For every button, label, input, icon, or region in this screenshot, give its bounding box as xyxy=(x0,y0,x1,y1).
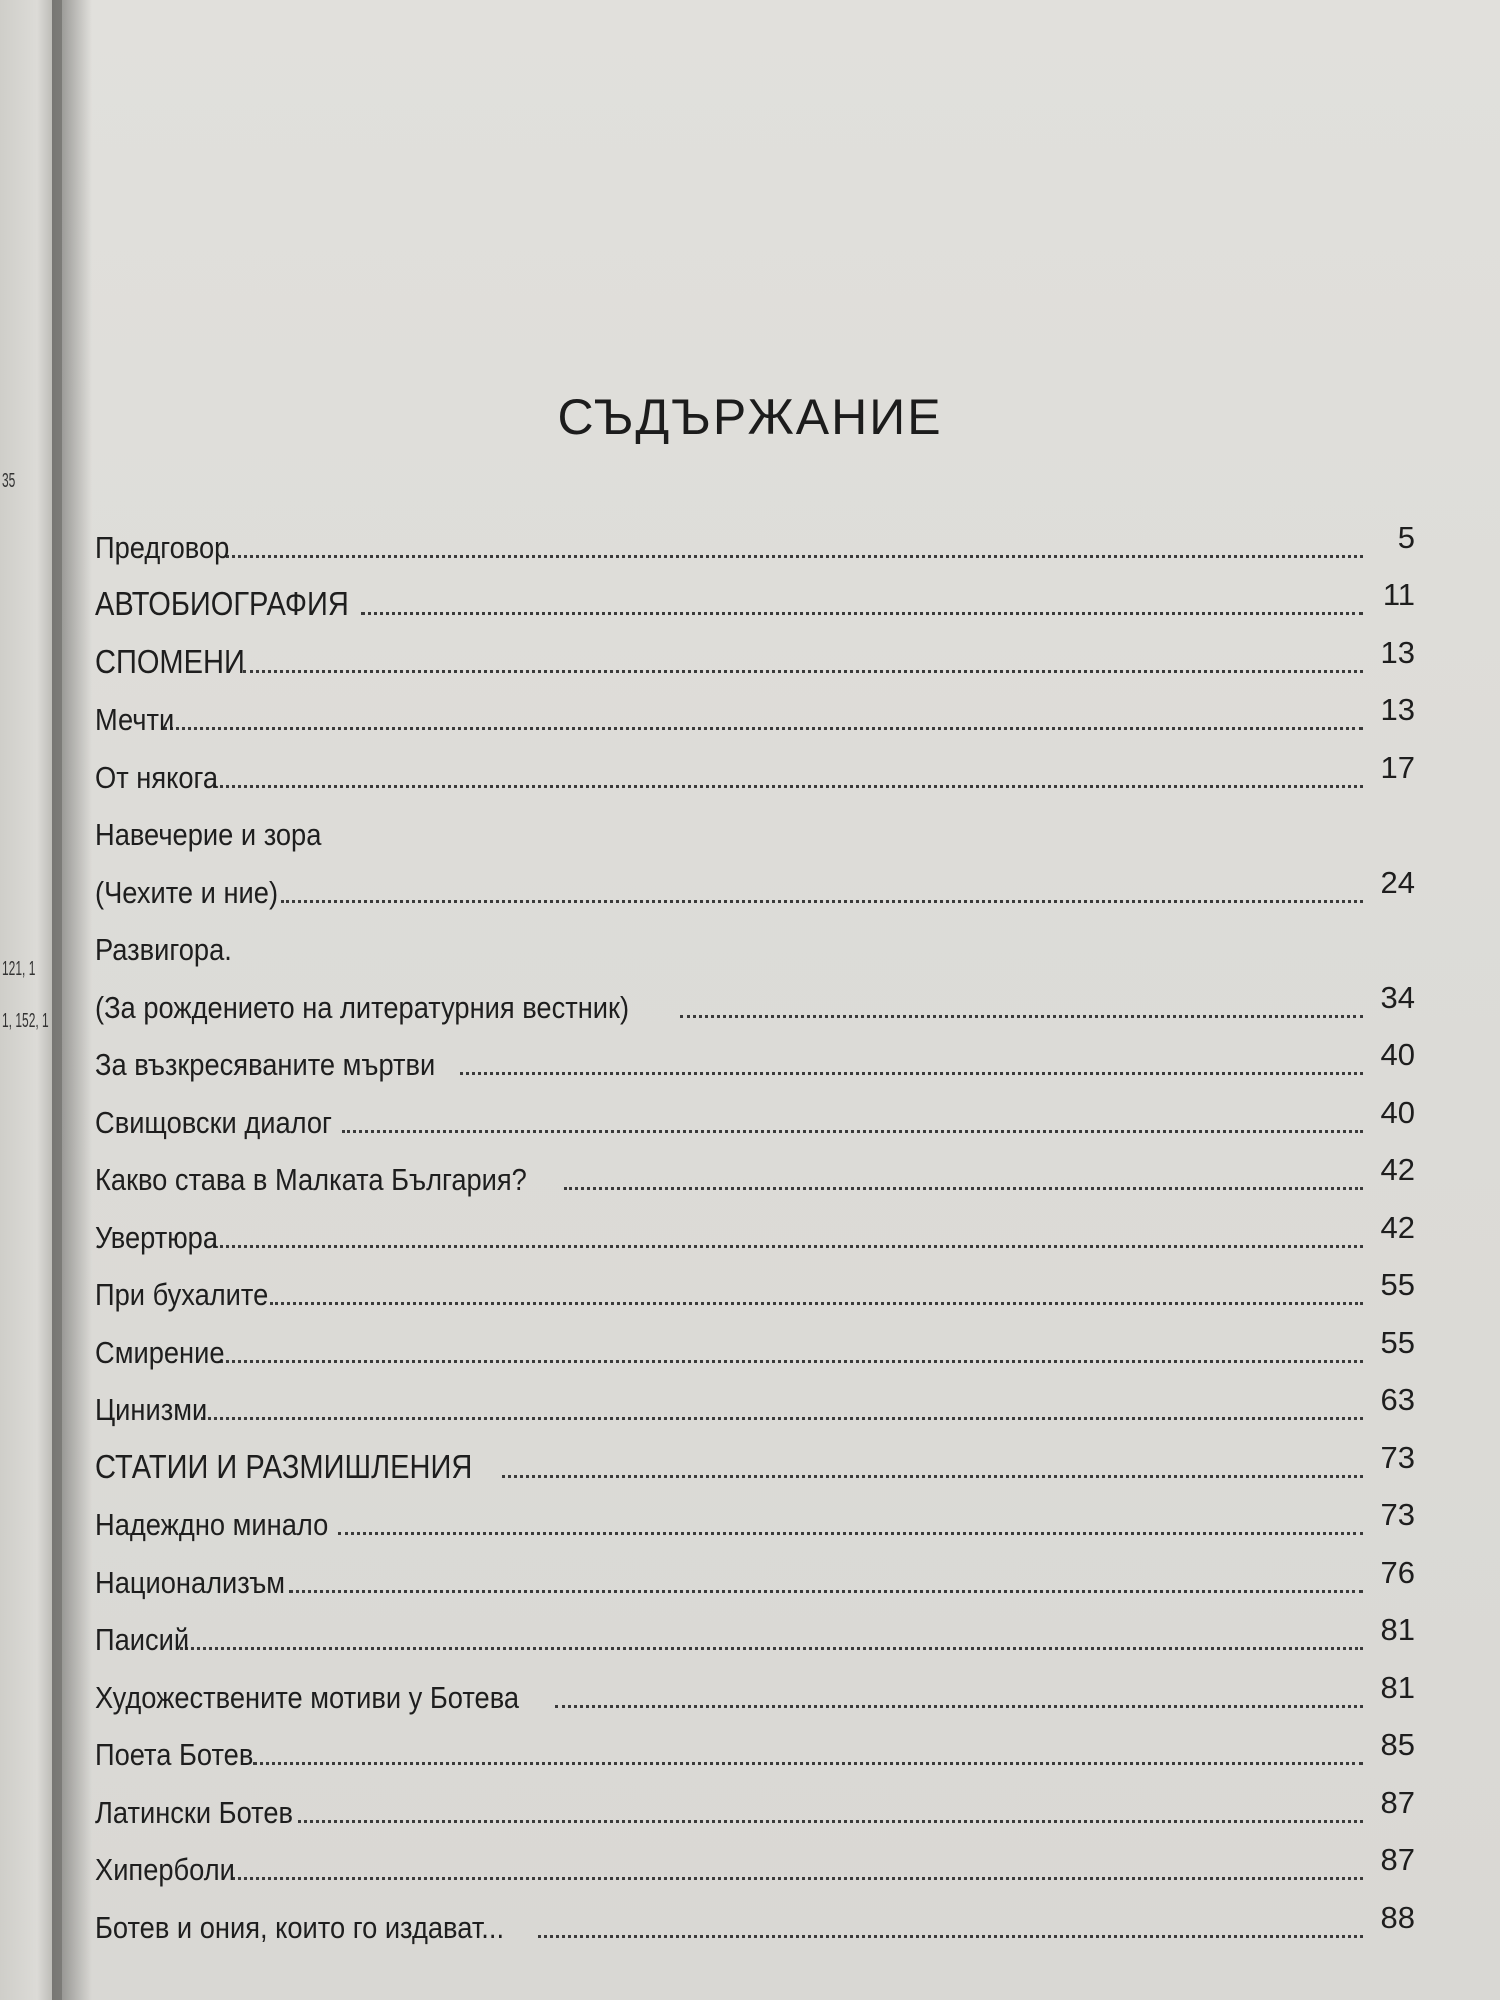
toc-entry xyxy=(95,1888,1415,1946)
toc-page-number: 5 xyxy=(1397,519,1415,555)
toc-entry xyxy=(95,1313,1415,1371)
toc-page-number: 42 xyxy=(1380,1209,1415,1245)
toc-page-number: 81 xyxy=(1380,1669,1415,1705)
toc-leader-dots xyxy=(232,1877,1363,1880)
toc-entry xyxy=(95,1198,1415,1256)
toc-entry xyxy=(95,911,1415,969)
toc-entry xyxy=(95,1716,1415,1774)
toc-entry xyxy=(95,1428,1415,1486)
toc-entry xyxy=(95,1831,1415,1889)
toc-page-number: 73 xyxy=(1380,1497,1415,1532)
toc-page-number: 85 xyxy=(1380,1727,1415,1762)
toc-page-number: 34 xyxy=(1380,979,1415,1015)
toc-entry-title: Национализъм xyxy=(95,1564,286,1600)
toc-leader-dots xyxy=(460,1072,1363,1075)
toc-entry-title: Хиперболи xyxy=(95,1852,235,1887)
toc-leader-dots xyxy=(538,1935,1363,1938)
toc-entry xyxy=(95,738,1415,796)
toc-leader-dots xyxy=(270,1302,1363,1305)
table-of-contents xyxy=(95,508,1415,1946)
toc-page-number: 87 xyxy=(1380,1842,1415,1877)
toc-entry-title: Какво става в Малката България? xyxy=(95,1162,527,1197)
toc-entry-title: Ботев и ония, които го издават... xyxy=(95,1909,505,1945)
toc-entry xyxy=(95,1083,1415,1141)
toc-entry-title: Навечерие и зора xyxy=(95,817,322,852)
toc-entry xyxy=(95,508,1415,566)
toc-leader-dots xyxy=(342,1130,1363,1133)
left-page-fragment: 121, 1 xyxy=(2,958,36,980)
left-page-fragment: 35 xyxy=(2,470,16,492)
toc-entry-title: АВТОБИОГРАФИЯ xyxy=(95,585,349,622)
toc-entry xyxy=(95,1026,1415,1084)
toc-page-number: 13 xyxy=(1380,634,1415,670)
toc-leader-dots xyxy=(213,785,1363,788)
toc-entry-title: Латински Ботев xyxy=(95,1794,293,1830)
toc-entry xyxy=(95,796,1415,854)
toc-page-number: 87 xyxy=(1380,1784,1415,1820)
toc-page-number: 17 xyxy=(1380,749,1415,785)
toc-entry xyxy=(95,1658,1415,1716)
toc-entry-title: Предговор xyxy=(95,529,230,565)
left-page-fragments xyxy=(0,0,49,2000)
toc-entry xyxy=(95,968,1415,1026)
toc-entry xyxy=(95,681,1415,739)
toc-entry xyxy=(95,1773,1415,1831)
toc-entry-title: Поета Ботев xyxy=(95,1737,254,1772)
toc-page-number: 24 xyxy=(1380,864,1415,900)
toc-page-number: 42 xyxy=(1380,1152,1415,1187)
toc-entry xyxy=(95,853,1415,911)
toc-entry-title: Художествените мотиви у Ботева xyxy=(95,1679,520,1715)
toc-leader-dots xyxy=(502,1475,1363,1478)
toc-entry xyxy=(95,1486,1415,1544)
toc-entry-title: Паисий xyxy=(95,1622,190,1657)
toc-leader-dots xyxy=(338,1532,1363,1535)
left-page-fragment: 1, 152, 1 xyxy=(2,1010,49,1032)
toc-leader-dots xyxy=(180,1647,1363,1650)
toc-page-number: 81 xyxy=(1380,1612,1415,1647)
toc-entry-title: (Чехите и ние) xyxy=(95,874,279,910)
toc-entry xyxy=(95,1256,1415,1314)
toc-page-number: 13 xyxy=(1380,692,1415,727)
toc-leader-dots xyxy=(281,900,1363,903)
toc-page-number: 55 xyxy=(1380,1267,1415,1302)
toc-entry-title: За възкресяваните мъртви xyxy=(95,1047,436,1082)
toc-page-number: 88 xyxy=(1380,1899,1415,1935)
toc-entry-title: СПОМЕНИ xyxy=(95,642,245,680)
toc-page-number: 11 xyxy=(1382,577,1415,612)
toc-entry xyxy=(95,566,1415,624)
toc-page-number: 55 xyxy=(1380,1324,1415,1360)
toc-entry-title: СТАТИИ И РАЗМИШЛЕНИЯ xyxy=(95,1447,473,1485)
toc-entry-title: Мечти xyxy=(95,702,175,737)
toc-leader-dots xyxy=(555,1705,1363,1708)
toc-leader-dots xyxy=(213,1245,1363,1248)
spine-shadow xyxy=(52,0,92,2000)
toc-leader-dots xyxy=(220,1360,1363,1363)
toc-entry-title: Свищовски диалог xyxy=(95,1104,332,1140)
toc-page-number: 63 xyxy=(1380,1382,1415,1417)
toc-leader-dots xyxy=(361,612,1363,615)
toc-entry-title: Увертюра xyxy=(95,1219,219,1255)
toc-leader-dots xyxy=(226,555,1363,558)
toc-entry xyxy=(95,1543,1415,1601)
toc-entry-title: От някога xyxy=(95,759,219,795)
toc-leader-dots xyxy=(680,1015,1363,1018)
toc-page-number: 76 xyxy=(1380,1554,1415,1590)
toc-page-number: 40 xyxy=(1380,1094,1415,1130)
toc-entry xyxy=(95,623,1415,681)
toc-entry-title: Развигора. xyxy=(95,932,232,967)
toc-leader-dots xyxy=(201,1417,1363,1420)
toc-leader-dots xyxy=(564,1187,1363,1190)
toc-leader-dots xyxy=(243,670,1363,673)
toc-entry xyxy=(95,1371,1415,1429)
toc-entry-title: Надеждно минало xyxy=(95,1507,329,1542)
toc-entry-title: Смирение xyxy=(95,1334,225,1370)
toc-entry-title: При бухалите xyxy=(95,1277,269,1312)
toc-entry-title: (За рождението на литературния вестник) xyxy=(95,989,630,1025)
toc-leader-dots xyxy=(298,1820,1363,1823)
toc-leader-dots xyxy=(289,1590,1363,1593)
page-title: СЪДЪРЖАНИЕ xyxy=(557,389,943,445)
toc-entry xyxy=(95,1601,1415,1659)
toc-entry-title: Цинизми xyxy=(95,1392,208,1427)
toc-page-number: 40 xyxy=(1380,1037,1415,1072)
toc-leader-dots xyxy=(163,727,1363,730)
toc-entry xyxy=(95,1141,1415,1199)
toc-leader-dots xyxy=(253,1762,1363,1765)
toc-page-number: 73 xyxy=(1380,1439,1415,1475)
